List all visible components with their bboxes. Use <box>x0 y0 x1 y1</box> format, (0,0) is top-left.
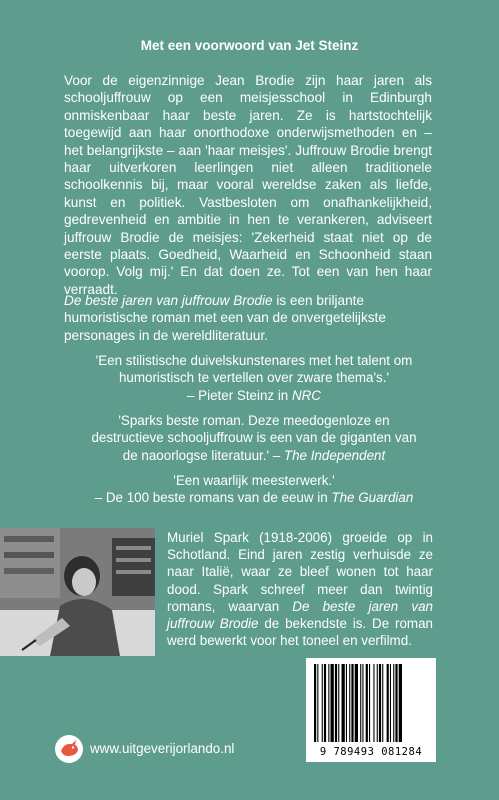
book-title: De beste jaren van juffrouw Brodie <box>64 293 273 308</box>
bio-text-end: de bekendste is. De roman werd bewerkt voor het toneel en verfilmd. <box>167 616 433 649</box>
quote-line: 'Een waarlijk meesterwerk.' <box>173 473 335 488</box>
quote-line <box>64 447 444 464</box>
barcode-bar <box>387 664 389 742</box>
barcode-bar <box>360 664 361 742</box>
review-quote-3 <box>64 472 444 507</box>
quote-line-text: de naoorlogse literatuur.' – <box>122 447 284 463</box>
barcode-bar <box>393 664 394 742</box>
author-bio <box>167 529 433 649</box>
author-photo-illustration <box>0 528 155 656</box>
quote-source-publication: The Guardian <box>331 490 414 506</box>
quote-source-publication: The Independent <box>283 447 386 463</box>
barcode-bar <box>355 664 358 742</box>
barcode-bar <box>349 664 350 742</box>
quote-source-prefix: – De 100 beste romans van de eeuw in <box>94 490 332 506</box>
quote-source-publication: NRC <box>291 387 321 403</box>
bio-book-title: De beste jaren van juffrouw Brodie <box>167 598 433 632</box>
bio-text: Muriel Spark (1918-2006) groeide op in Schotland. Eind jaren zestig verhuisde ze naar Italië, waar ze bleef wonen tot haar dood. Spark schreef meer dan twintig romans, waarvan <box>167 530 433 614</box>
quote-source <box>64 387 444 404</box>
publisher-url[interactable]: www.uitgeverijorlando.nl <box>90 741 235 756</box>
barcode-bar <box>314 664 316 742</box>
quote-source <box>64 489 444 506</box>
bird-logo-icon <box>54 734 84 764</box>
barcode-bar <box>399 664 402 742</box>
barcode-bar <box>362 664 363 742</box>
barcode-bars <box>312 664 430 742</box>
blurb-paragraph: Voor de eigenzinnige Jean Brodie zijn haar jaren als schooljuffrouw op een meisjesschool in Edinburgh onmiskenbaar haar beste jaren. Ze is hartstochtelijk toegewijd aan haar onorthodoxe onderwijsmethoden en – het belangrijkste – aan 'haar meisjes'. Juffrouw Brodie brengt haar uitverkoren leerlingen niet alleen traditionele schoolkennis bij, maar vooral wereldse zaken als liefde, kunst en politiek. Vastbesloten om onafhankelijkheid, gedrevenheid en ambitie in hen te verankeren, adviseert juffrouw Brodie de meisjes: 'Zekerheid staat niet op de eerste plaats. Goedheid, Waarheid en Schoonheid staan voorop. Volg mij.' En dat doen ze. Tot een van hen haar verraadt. <box>64 73 432 297</box>
barcode-bar <box>377 664 378 742</box>
barcode-bar <box>324 664 326 742</box>
barcode-bar <box>328 664 329 742</box>
foreword-heading: Met een voorwoord van Jet Steinz <box>140 38 359 53</box>
review-quote-2 <box>64 412 444 464</box>
barcode-bar <box>346 664 347 742</box>
barcode-bar <box>335 664 337 742</box>
barcode-bar <box>338 664 339 742</box>
isbn-number: 9 789493 081284 <box>319 746 423 758</box>
barcode-bar <box>390 664 391 742</box>
barcode-bar <box>382 664 383 742</box>
summary-text: is een briljante humoristische roman met een van de onvergetelijkste personages in de wereldliteratuur. <box>64 293 386 343</box>
barcode-bar <box>395 664 397 742</box>
author-photo <box>0 528 155 656</box>
quote-line: destructieve schooljuffrouw is een van de giganten van <box>91 430 417 446</box>
quote-line: 'Sparks beste roman. Deze meedogenloze en <box>118 413 390 428</box>
barcode-bar <box>342 664 345 742</box>
barcode-bar <box>351 664 353 742</box>
barcode-bar <box>373 664 374 742</box>
quote-line: humoristisch te vertellen over zware thema's.' <box>118 370 390 386</box>
barcode-bar <box>369 664 370 742</box>
review-quote-1 <box>64 352 444 404</box>
quote-source-prefix: – Pieter Steinz in <box>187 387 292 403</box>
summary-paragraph <box>64 292 432 344</box>
quote-line: 'Een stilistische duivelskunstenares met het talent om <box>95 353 413 368</box>
barcode-bar <box>317 664 318 742</box>
barcode-bar <box>379 664 381 742</box>
barcode-bar <box>322 664 323 742</box>
isbn-barcode <box>306 658 436 762</box>
barcode-bar <box>331 664 334 742</box>
barcode-bar <box>366 664 368 742</box>
